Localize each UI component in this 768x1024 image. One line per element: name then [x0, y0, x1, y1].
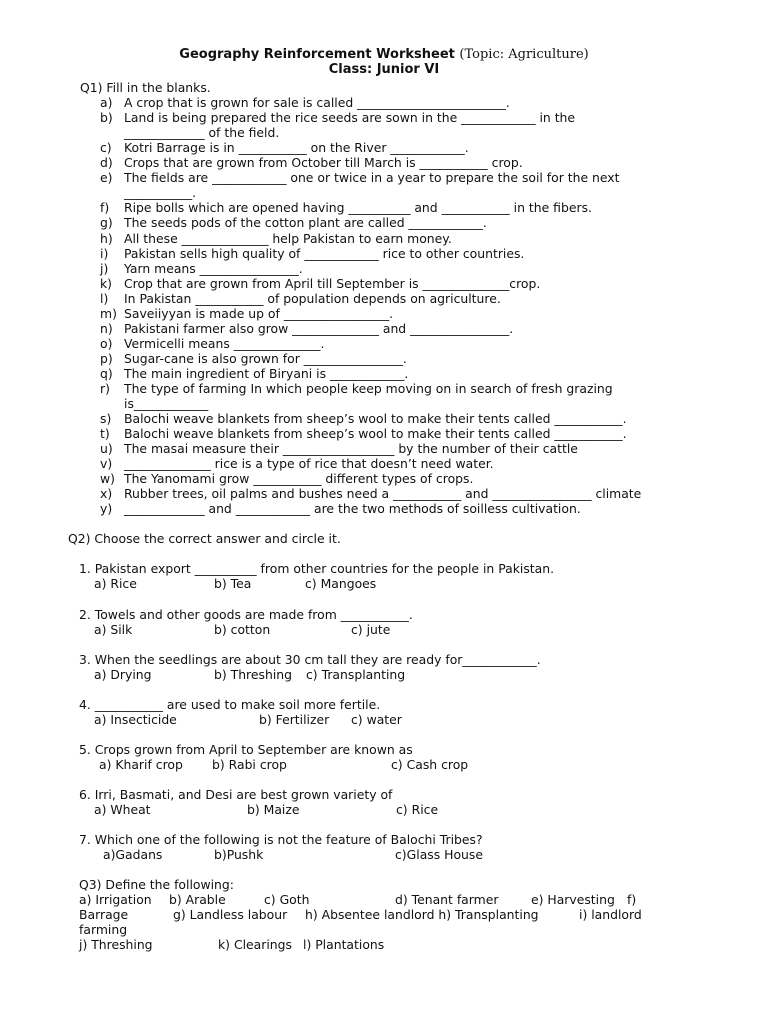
q3-term: f): [627, 892, 637, 907]
class-line: Class: Junior VI: [328, 62, 440, 77]
q1-item-label: n): [100, 321, 113, 336]
q2-question: 6. Irri, Basmati, and Desi are best grown variety of: [79, 787, 393, 802]
q1-item-label: q): [100, 366, 113, 381]
q3-term: d) Tenant farmer: [395, 892, 499, 907]
q1-item-text: is____________: [124, 396, 209, 411]
q2-option: b) Rabi crop: [212, 757, 287, 772]
q1-item-text: The Yanomami grow ___________ different types of crops.: [124, 471, 474, 486]
q2-question: 4. ___________ are used to make soil more fertile.: [79, 697, 381, 712]
q2-question: 7. Which one of the following is not the feature of Balochi Tribes?: [79, 832, 483, 847]
q2-option: b) Maize: [247, 802, 300, 817]
q3-term: farming: [79, 922, 128, 937]
q2-option: c) water: [351, 712, 402, 727]
topic-text: (Topic: Agriculture): [459, 47, 589, 62]
q1-item-label: j): [100, 261, 109, 276]
q1-item-text: Pakistani farmer also grow ______________ and ________________.: [124, 321, 514, 336]
q1-item-text: Pakistan sells high quality of ____________ rice to other countries.: [124, 246, 525, 261]
q1-item-label: o): [100, 336, 113, 351]
q1-item-text: ___________.: [124, 185, 197, 200]
worksheet-title: [0, 47, 768, 62]
q1-item-text: Balochi weave blankets from sheep’s wool to make their tents called ___________.: [124, 411, 627, 426]
q1-item-label: b): [100, 110, 113, 125]
q1-item-label: a): [100, 95, 113, 110]
q1-item-text: Crop that are grown from April till September is ______________crop.: [124, 276, 541, 291]
q1-item-text: The main ingredient of Biryani is ____________.: [124, 366, 409, 381]
q1-item-label: y): [100, 501, 113, 516]
q2-question: 2. Towels and other goods are made from ___________.: [79, 607, 413, 622]
q2-option: a) Silk: [94, 622, 133, 637]
q3-term: k) Clearings: [218, 937, 292, 952]
q1-item-text: Rubber trees, oil palms and bushes need a ___________ and ________________ climate: [124, 486, 642, 501]
q1-item-text: In Pakistan ___________ of population depends on agriculture.: [124, 291, 501, 306]
q1-item-text: The fields are ____________ one or twice in a year to prepare the soil for the next: [124, 170, 620, 185]
q3-term: c) Goth: [264, 892, 310, 907]
q1-item-label: f): [100, 200, 110, 215]
q1-item-text: Sugar-cane is also grown for ________________.: [124, 351, 407, 366]
q2-option: b) Tea: [214, 576, 252, 591]
q3-term: b) Arable: [169, 892, 226, 907]
q1-item-label: e): [100, 170, 113, 185]
q2-option: a) Drying: [94, 667, 152, 682]
q2-option: c) Cash crop: [391, 757, 469, 772]
q2-question: 3. When the seedlings are about 30 cm tall they are ready for____________.: [79, 652, 541, 667]
q2-heading: Q2) Choose the correct answer and circle it.: [68, 531, 341, 546]
q1-item-label: l): [100, 291, 109, 306]
q1-item-text: _____________ and ____________ are the two methods of soilless cultivation.: [124, 501, 581, 516]
title-text: Geography Reinforcement Worksheet: [179, 47, 455, 62]
q1-item-label: w): [100, 471, 115, 486]
q1-item-label: i): [100, 246, 109, 261]
q2-question: 5. Crops grown from April to September are known as: [79, 742, 413, 757]
q1-item-text: ______________ rice is a type of rice that doesn’t need water.: [124, 456, 494, 471]
q1-item-label: h): [100, 231, 113, 246]
q2-option: a) Wheat: [94, 802, 151, 817]
q1-item-text: Balochi weave blankets from sheep’s wool to make their tents called ___________.: [124, 426, 627, 441]
q1-item-text: Crops that are grown from October till March is ___________ crop.: [124, 155, 523, 170]
q1-item-text: A crop that is grown for sale is called ________________________.: [124, 95, 510, 110]
q3-term: g) Landless labour: [173, 907, 288, 922]
q2-option: c) Mangoes: [305, 576, 377, 591]
q2-option: c) Transplanting: [306, 667, 406, 682]
q2-option: b) Threshing: [214, 667, 292, 682]
q2-option: a)Gadans: [103, 847, 163, 862]
q1-item-text: _____________ of the field.: [124, 125, 280, 140]
q1-item-text: The masai measure their __________________ by the number of their cattle: [124, 441, 578, 456]
q3-term: l) Plantations: [303, 937, 385, 952]
q1-item-label: u): [100, 441, 113, 456]
q1-item-text: The type of farming In which people keep moving on in search of fresh grazing: [124, 381, 613, 396]
q1-item-label: p): [100, 351, 113, 366]
q2-option: b) Fertilizer: [259, 712, 330, 727]
q1-item-label: c): [100, 140, 112, 155]
q1-item-label: m): [100, 306, 117, 321]
q2-option: a) Insecticide: [94, 712, 177, 727]
q1-item-label: g): [100, 215, 113, 230]
q1-item-label: v): [100, 456, 113, 471]
q3-term: i) landlord: [579, 907, 642, 922]
q3-term: e) Harvesting: [531, 892, 615, 907]
q3-term: h) Absentee landlord h) Transplanting: [305, 907, 539, 922]
q2-option: a) Kharif crop: [99, 757, 183, 772]
q1-heading: Q1) Fill in the blanks.: [80, 80, 211, 95]
q1-item-text: Kotri Barrage is in ___________ on the River ____________.: [124, 140, 469, 155]
q3-term: a) Irrigation: [79, 892, 152, 907]
q2-question: 1. Pakistan export __________ from other countries for the people in Pakistan.: [79, 561, 555, 576]
q3-term: Barrage: [79, 907, 129, 922]
q1-item-text: All these ______________ help Pakistan to earn money.: [124, 231, 452, 246]
q1-item-label: s): [100, 411, 112, 426]
q3-heading: Q3) Define the following:: [79, 877, 234, 892]
q1-item-text: Yarn means ________________.: [124, 261, 303, 276]
q1-item-text: Vermicelli means ______________.: [124, 336, 325, 351]
q1-item-label: x): [100, 486, 113, 501]
q1-item-text: The seeds pods of the cotton plant are called ____________.: [124, 215, 487, 230]
q2-option: b)Pushk: [214, 847, 264, 862]
q1-item-text: Ripe bolls which are opened having __________ and ___________ in the fibers.: [124, 200, 592, 215]
q1-item-label: k): [100, 276, 113, 291]
q2-option: c)Glass House: [395, 847, 483, 862]
q1-item-label: t): [100, 426, 110, 441]
q2-option: c) jute: [351, 622, 391, 637]
q2-option: b) cotton: [214, 622, 271, 637]
q1-item-text: Saveiiyyan is made up of _________________.: [124, 306, 394, 321]
q3-term: j) Threshing: [79, 937, 153, 952]
q1-item-text: Land is being prepared the rice seeds are sown in the ____________ in the: [124, 110, 576, 125]
q1-item-label: d): [100, 155, 113, 170]
q1-item-label: r): [100, 381, 110, 396]
q2-option: c) Rice: [396, 802, 439, 817]
q2-option: a) Rice: [94, 576, 137, 591]
